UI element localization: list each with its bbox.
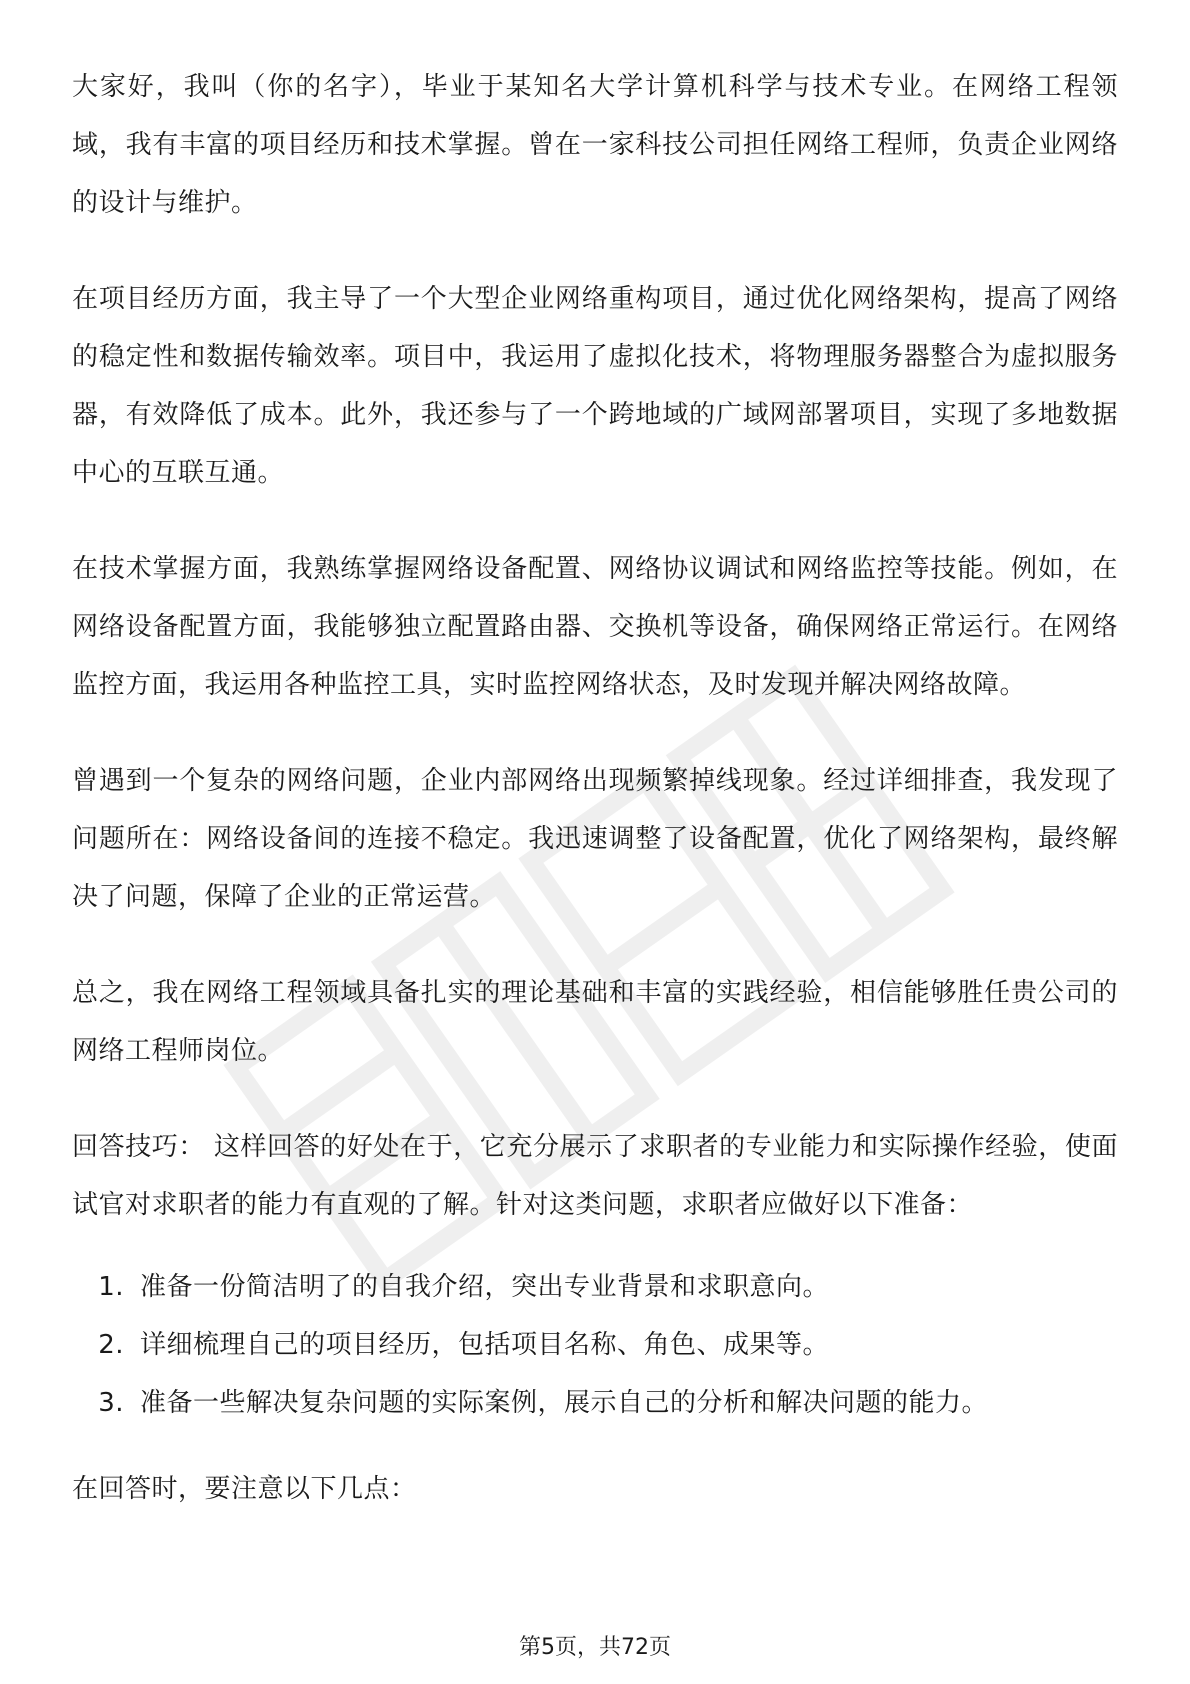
list-item-number: 2. (98, 1330, 124, 1360)
document-body (72, 58, 1118, 1556)
list-item-text: 准备一份简洁明了的自我介绍，突出专业背景和求职意向。 (140, 1272, 830, 1302)
list-item-text: 准备一些解决复杂问题的实际案例，展示自己的分析和解决问题的能力。 (140, 1388, 989, 1418)
list-item-number: 1. (98, 1272, 124, 1302)
paragraph-closing: 在回答时，要注意以下几点： (72, 1474, 417, 1504)
page-indicator: 第5页，共72页 (519, 1635, 671, 1660)
list-item (72, 1316, 1118, 1374)
paragraph-intro: 大家好，我叫（你的名字），毕业于某知名大学计算机科学与技术专业。在网络工程领域，我有丰富的项目经历和技术掌握。曾在一家科技公司担任网络工程师，负责企业网络的设计与维护。 (72, 72, 1118, 218)
paragraph-case: 曾遇到一个复杂的网络问题，企业内部网络出现频繁掉线现象。经过详细排查，我发现了问题所在：网络设备间的连接不稳定。我迅速调整了设备配置，优化了网络架构，最终解决了问题，保障了企业的正常运营。 (72, 766, 1118, 912)
paragraph-projects: 在项目经历方面，我主导了一个大型企业网络重构项目，通过优化网络架构，提高了网络的稳定性和数据传输效率。项目中，我运用了虚拟化技术，将物理服务器整合为虚拟服务器，有效降低了成本。此外，我还参与了一个跨地域的广域网部署项目，实现了多地数据中心的互联互通。 (72, 284, 1118, 488)
list-item (72, 1374, 1118, 1432)
list-item-text: 详细梳理自己的项目经历，包括项目名称、角色、成果等。 (140, 1330, 830, 1360)
list-item (72, 1258, 1118, 1316)
paragraph-skills: 在技术掌握方面，我熟练掌握网络设备配置、网络协议调试和网络监控等技能。例如，在网络设备配置方面，我能够独立配置路由器、交换机等设备，确保网络正常运行。在网络监控方面，我运用各种监控工具，实时监控网络状态，及时发现并解决网络故障。 (72, 554, 1118, 700)
paragraph-summary: 总之，我在网络工程领域具备扎实的理论基础和丰富的实践经验，相信能够胜任贵公司的网络工程师岗位。 (72, 978, 1118, 1066)
list-item-number: 3. (98, 1388, 124, 1418)
preparation-list (72, 1258, 1118, 1432)
paragraph-tips: 回答技巧： 这样回答的好处在于，它充分展示了求职者的专业能力和实际操作经验，使面试官对求职者的能力有直观的了解。针对这类问题，求职者应做好以下准备： (72, 1132, 1118, 1220)
